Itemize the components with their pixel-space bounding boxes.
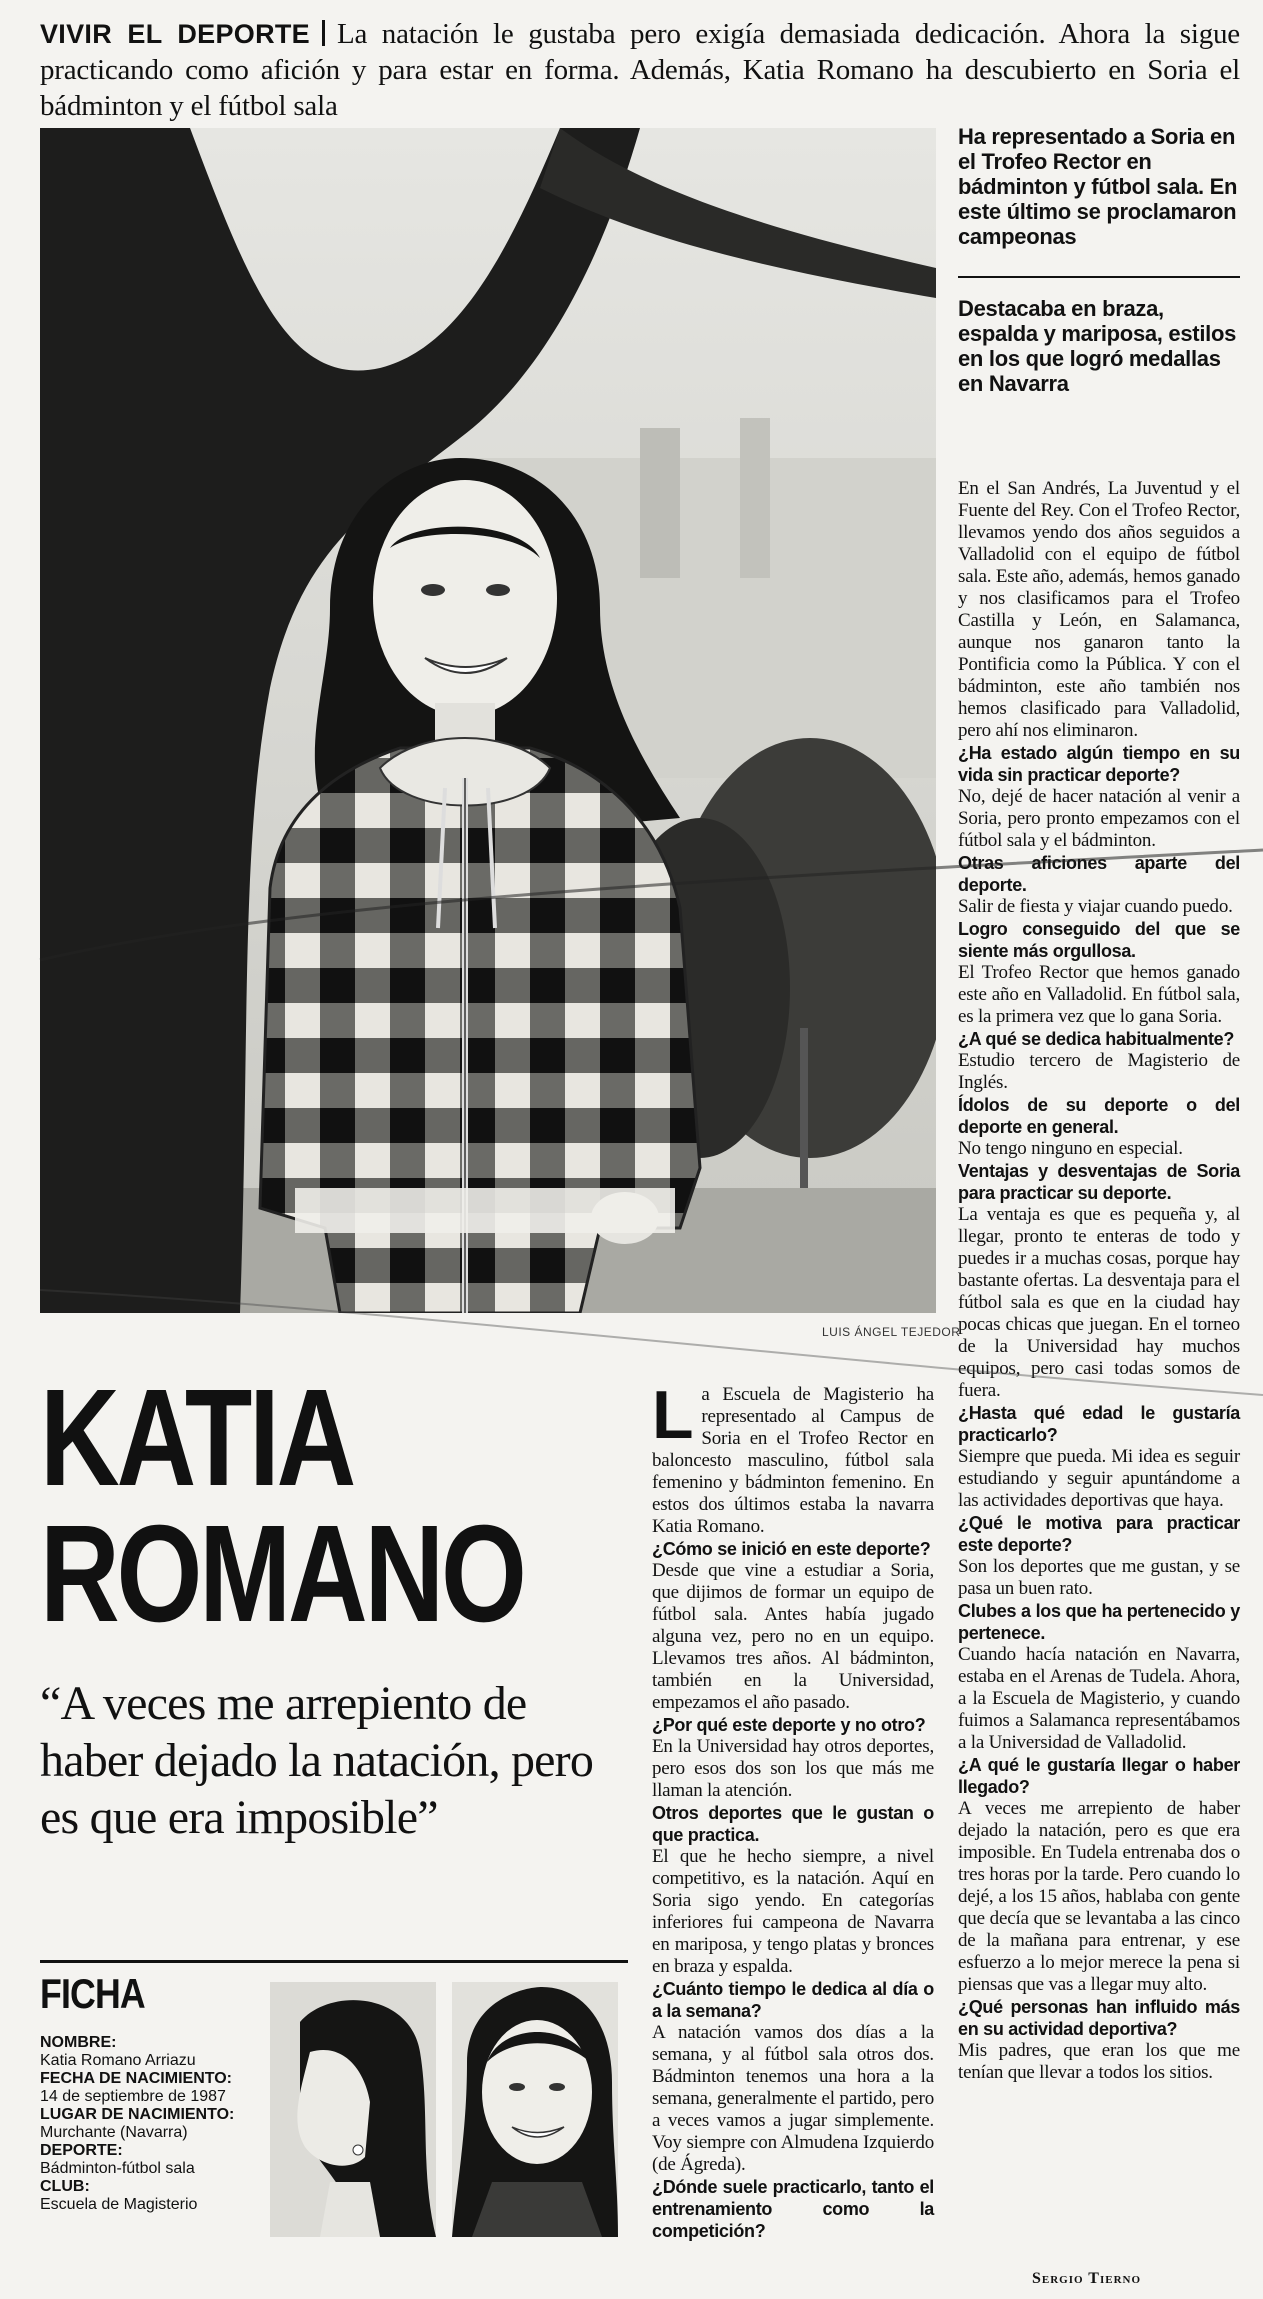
- interview-answer: Salir de fiesta y viajar cuando puedo.: [958, 896, 1233, 917]
- article-paragraph: a Escuela de Magisterio ha representado al Campus de Soria en el Trofeo Rector en baloncesto masculino, fútbol sala femenino y bádminton femenino. En estos dos últimos estaba la navarra Katia Romano.: [652, 1384, 934, 1537]
- ficha-value-sport: Bádminton-fútbol sala: [40, 2160, 195, 2177]
- interview-question: ¿Hasta qué edad le gustaría practicarlo?: [958, 1403, 1240, 1445]
- ficha-value-name: Katia Romano Arriazu: [40, 2052, 196, 2069]
- interview-answer: Mis padres, que eran los que me tenían que llevar a todos los sitios.: [958, 2040, 1240, 2083]
- ficha-title: FICHA: [40, 1970, 145, 2017]
- interview-question: ¿Qué personas han influido más en su actividad deportiva?: [958, 1997, 1240, 2039]
- interview-answer: El Trofeo Rector que hemos ganado este año en Valladolid. En fútbol sala, es la primera vez que lo gana Soria.: [958, 962, 1240, 1027]
- ficha-divider: [40, 1960, 628, 1963]
- interview-answer: Son los deportes que me gustan, y se pasa un buen rato.: [958, 1556, 1240, 1599]
- interview-answer: El que he hecho siempre, a nivel competitivo, es la natación. Aquí en Soria sigo yendo. En categorías inferiores fui campeona de Navarra en mariposa, y tengo platas y bronces en braza y espalda.: [652, 1846, 934, 1977]
- interview-question: Ventajas y desventajas de Soria para practicar su deporte.: [958, 1161, 1240, 1203]
- header-summary: [40, 16, 1240, 124]
- featured-quote: “A veces me arrepiento de haber dejado la natación, pero es que era imposible”: [40, 1677, 594, 1844]
- interview-answer: Cuando hacía natación en Navarra, estaba en el Arenas de Tudela. Ahora, a la Escuela de Magisterio, y cuando fuimos a Salamanca representábamos a la Universidad de Valladolid.: [958, 1644, 1240, 1753]
- drop-cap: L: [652, 1377, 694, 1453]
- main-photo: [40, 128, 936, 1313]
- author-byline: Sergio Tierno: [1032, 2270, 1142, 2287]
- article-column-1: [652, 1377, 934, 2242]
- interview-answer: En el San Andrés, La Juventud y el Fuente del Rey. Con el Trofeo Rector, llevamos yendo dos años seguidos a Valladolid con el equipo de fútbol sala. Este año, además, hemos ganado y nos clasificamos para el Trofeo Castilla y León, en Salamanca, aunque nos ganaron tanto la Pontificia como la Pública. Y con el bádminton, este año también nos hemos clasificado para Valladolid, pero ahí nos eliminaron.: [958, 478, 1240, 741]
- profile-photo: [270, 1982, 436, 2237]
- interview-answer: Estudio tercero de Magisterio de Inglés.: [958, 1050, 1240, 1093]
- pull-quote-divider: [958, 276, 1240, 278]
- interview-question: Ídolos de su deporte o del deporte en general.: [958, 1095, 1240, 1137]
- interview-answer: No tengo ninguno en especial.: [958, 1138, 1183, 1159]
- smiling-photo: [452, 1982, 618, 2237]
- section-label: VIVIR EL DEPORTE: [40, 19, 310, 49]
- interview-question: ¿Dónde suele practicarlo, tanto el entrenamiento como la competición?: [652, 2177, 934, 2241]
- article-column-2: [958, 478, 1240, 2084]
- interview-answer: A natación vamos dos días a la semana, y al fútbol sala otros dos. Bádminton tenemos una hora a la semana, generalmente el partido, pero a veces vamos a jugar simplemente. Voy siempre con Almudena Izquierdo (de Ágreda).: [652, 2022, 934, 2175]
- interview-question: Otros deportes que le gustan o que practica.: [652, 1803, 934, 1845]
- profile-portrait-illustration: [270, 1982, 436, 2237]
- interview-question: Otras aficiones aparte del deporte.: [958, 853, 1240, 895]
- ficha-label-club: CLUB:: [40, 2178, 90, 2195]
- interview-answer: Desde que vine a estudiar a Soria, que dijimos de formar un equipo de fútbol sala. Antes había jugado alguna vez, pero no en un equipo. Llevamos tres años. Al bádminton, también en la Universidad, empezamos el año pasado.: [652, 1560, 934, 1713]
- ficha-value-club: Escuela de Magisterio: [40, 2196, 198, 2213]
- interview-answer: No, dejé de hacer natación al venir a Soria, pero pronto empezamos con el fútbol sala y el bádminton.: [958, 786, 1240, 851]
- header-summary-text: La natación le gustaba pero exigía demasiada dedicación. Ahora la sigue practicando como afición y para estar en forma. Además, Katia Romano ha descubierto en Soria el bádminton y el fútbol sala: [40, 18, 1240, 122]
- interview-answer: Siempre que pueda. Mi idea es seguir estudiando y seguir apuntándome a las actividades deportivas que haya.: [958, 1446, 1240, 1511]
- ficha-label-sport: DEPORTE:: [40, 2142, 123, 2159]
- ficha-list: [40, 2034, 270, 2214]
- ficha-value-birthdate: 14 de septiembre de 1987: [40, 2088, 226, 2105]
- interview-question: ¿Ha estado algún tiempo en su vida sin practicar deporte?: [958, 743, 1240, 785]
- interview-question: ¿Cuánto tiempo le dedica al día o a la semana?: [652, 1979, 934, 2021]
- portrait-illustration: [40, 128, 936, 1313]
- ficha-label-birthplace: LUGAR DE NACIMIENTO:: [40, 2106, 235, 2123]
- headline-name: [40, 1361, 524, 1651]
- header-separator: [322, 20, 325, 46]
- interview-question: ¿A qué le gustaría llegar o haber llegado?: [958, 1755, 1240, 1797]
- headline-line-2: ROMANO: [40, 1497, 524, 1651]
- interview-question: Logro conseguido del que se siente más orgullosa.: [958, 919, 1240, 961]
- ficha-label-birthdate: FECHA DE NACIMIENTO:: [40, 2070, 232, 2087]
- interview-question: Clubes a los que ha pertenecido y pertenece.: [958, 1601, 1240, 1643]
- interview-answer: La ventaja es que es pequeña y, al llegar, pronto te enteras de todo y puedes ir a muchas cosas, porque hay bastante ofertas. La desventaja para el fútbol sala es que en la ciudad hay pocas chicas que juegan. En el torneo de la Universidad hay muchos equipos, pero casi todas somos de fuera.: [958, 1204, 1240, 1401]
- ficha-value-birthplace: Murchante (Navarra): [40, 2124, 188, 2141]
- interview-answer: En la Universidad hay otros deportes, pero esos dos son los que más me llaman la atención.: [652, 1736, 934, 1801]
- photo-credit: LUIS ÁNGEL TEJEDOR: [822, 1325, 961, 1339]
- interview-question: ¿Qué le motiva para practicar este deporte?: [958, 1513, 1240, 1555]
- interview-question: ¿Cómo se inició en este deporte?: [652, 1539, 931, 1559]
- ficha-label-name: NOMBRE:: [40, 2034, 117, 2051]
- interview-question: ¿Por qué este deporte y no otro?: [652, 1715, 926, 1735]
- pull-quote-2: Destacaba en braza, espalda y mariposa, estilos en los que logró medallas en Navarra: [958, 296, 1237, 396]
- pull-quote-1: Ha representado a Soria en el Trofeo Rector en bádminton y fútbol sala. En este último se proclamaron campeonas: [958, 124, 1238, 249]
- smiling-portrait-illustration: [452, 1982, 618, 2237]
- interview-question: ¿A qué se dedica habitualmente?: [958, 1029, 1235, 1049]
- headline-line-1: KATIA: [40, 1361, 354, 1515]
- interview-answer: A veces me arrepiento de haber dejado la natación, pero es que era imposible. En Tudela entrenaba dos o tres horas por la tarde. Pero cuando lo dejé, a los 15 años, hablaba con gente que decía que se levantaba a las cinco de la mañana para entrenar, y ese esfuerzo a lo mejor merece la pena si piensas que vas a llegar muy alto.: [958, 1798, 1240, 1995]
